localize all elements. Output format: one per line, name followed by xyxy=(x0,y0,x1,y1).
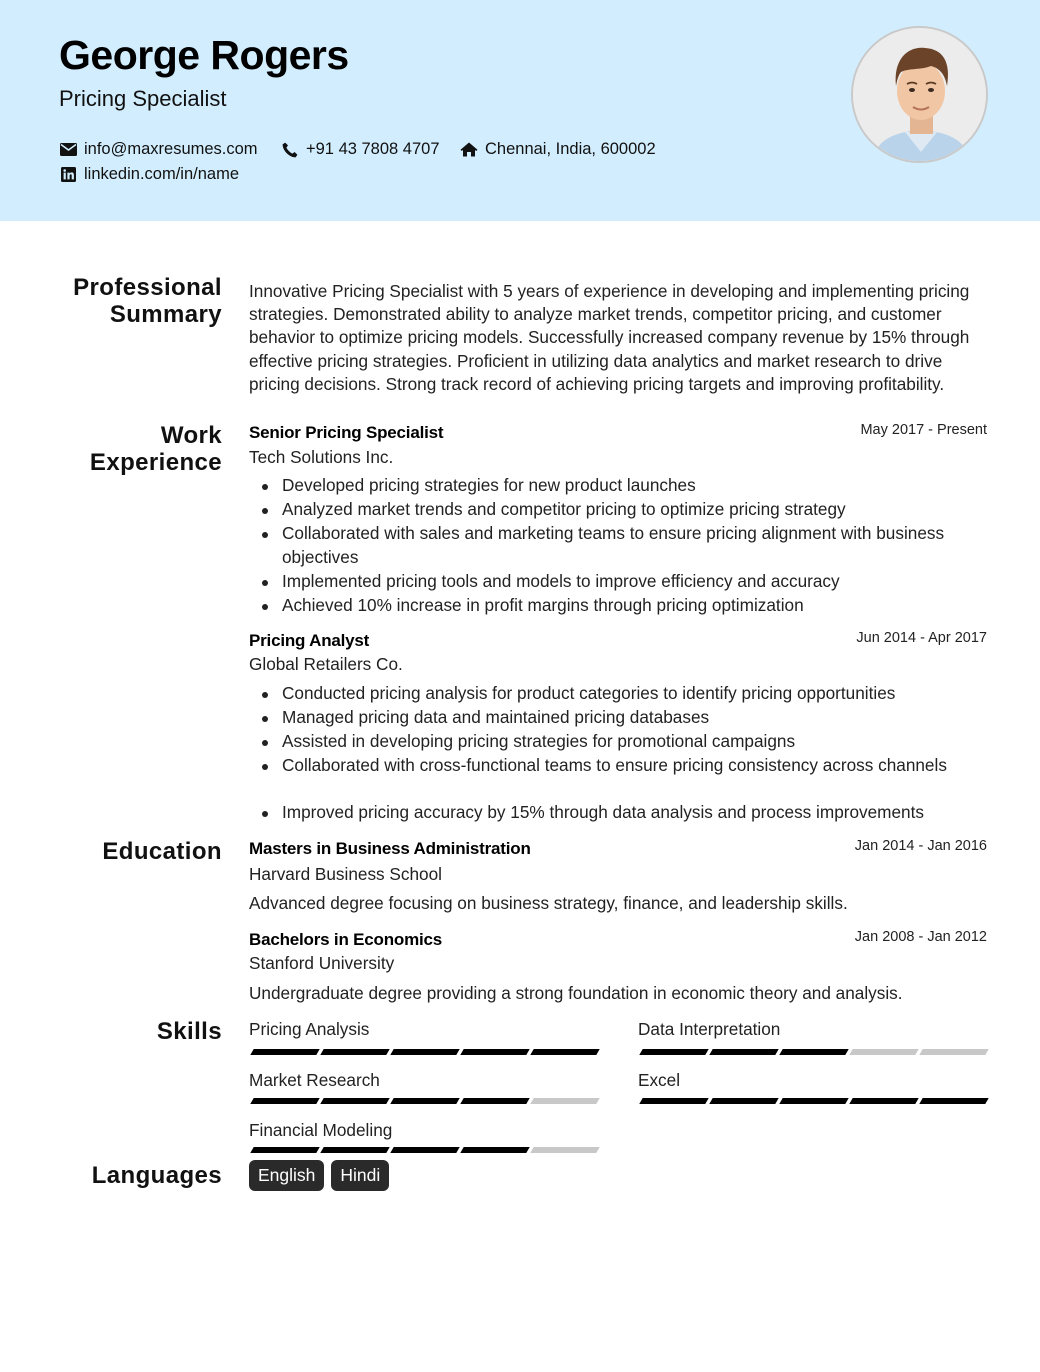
address-text: Chennai, India, 600002 xyxy=(485,140,656,158)
envelope-icon xyxy=(59,141,77,159)
education-description: Advanced degree focusing on business strategy, finance, and leadership skills. xyxy=(249,893,848,913)
skill-segment-filled xyxy=(320,1049,389,1055)
section-heading-work xyxy=(90,422,222,476)
skill-name: Pricing Analysis xyxy=(249,1019,370,1039)
skill-segment-empty xyxy=(919,1049,988,1055)
skill-level-bar xyxy=(252,1147,601,1153)
skill-segment-filled xyxy=(250,1098,319,1104)
job-title: Senior Pricing Specialist xyxy=(249,423,444,442)
section-heading-education: Education xyxy=(102,838,222,865)
skill-segment-filled xyxy=(460,1049,529,1055)
company-name: Tech Solutions Inc. xyxy=(249,447,394,467)
resume-header xyxy=(0,0,1040,221)
language-list xyxy=(249,1160,389,1191)
skill-segment-filled xyxy=(849,1098,918,1104)
skill-segment-filled xyxy=(779,1098,848,1104)
skill-segment-filled xyxy=(390,1147,459,1153)
language-pill: Hindi xyxy=(331,1160,389,1191)
skill-segment-filled xyxy=(250,1049,319,1055)
language-pill: English xyxy=(249,1160,324,1191)
job-bullets xyxy=(249,682,989,825)
contact-email[interactable] xyxy=(59,140,258,159)
contact-linkedin[interactable] xyxy=(59,165,239,184)
list-item: Analyzed market trends and competitor pricing to optimize pricing strategy xyxy=(249,498,989,522)
degree-title: Masters in Business Administration xyxy=(249,839,531,858)
profile-photo xyxy=(851,26,988,163)
skill-segment-filled xyxy=(390,1098,459,1104)
skill-segment-filled xyxy=(639,1098,708,1104)
heading-line: Professional xyxy=(73,274,222,301)
skill-level-bar xyxy=(252,1049,601,1055)
skill-segment-filled xyxy=(709,1049,778,1055)
skill-name: Financial Modeling xyxy=(249,1120,393,1140)
skill-level-bar xyxy=(641,1098,990,1104)
skill-segment-filled xyxy=(709,1098,778,1104)
list-item: Conducted pricing analysis for product categories to identify pricing opportunities xyxy=(249,682,989,706)
skill-segment-empty xyxy=(530,1098,599,1104)
education-dates: Jan 2014 - Jan 2016 xyxy=(854,838,987,854)
skill-segment-filled xyxy=(639,1049,708,1055)
list-item: Implemented pricing tools and models to improve efficiency and accuracy xyxy=(249,570,989,594)
list-item: Collaborated with cross-functional teams to ensure pricing consistency across channels xyxy=(249,754,989,778)
list-item: Developed pricing strategies for new product launches xyxy=(249,474,989,498)
section-heading-summary xyxy=(73,274,222,328)
list-item: Achieved 10% increase in profit margins through pricing optimization xyxy=(249,594,989,618)
section-heading-skills: Skills xyxy=(156,1018,222,1045)
candidate-name: George Rogers xyxy=(59,32,349,78)
list-item: Assisted in developing pricing strategies for promotional campaigns xyxy=(249,730,989,754)
list-item: Improved pricing accuracy by 15% through data analysis and process improvements xyxy=(249,801,989,825)
skill-segment-empty xyxy=(530,1147,599,1153)
summary-text: Innovative Pricing Specialist with 5 years of experience in developing and implementing pricing strategies. Demonstrated ability to analyze market trends, competitor pricing, and customer behavior to optimize pricing models. Successfully increased company revenue by 15% through effective pricing strategies. Proficient in utilizing data analytics and market research to drive pricing decisions. Strong track record of achieving pricing targets and improving profitability. xyxy=(249,281,970,394)
list-item: Managed pricing data and maintained pricing databases xyxy=(249,706,989,730)
skill-level-bar xyxy=(641,1049,990,1055)
job-dates: Jun 2014 - Apr 2017 xyxy=(856,630,987,646)
school-name: Stanford University xyxy=(249,953,395,973)
degree-title: Bachelors in Economics xyxy=(249,930,443,949)
skill-segment-filled xyxy=(390,1049,459,1055)
phone-icon xyxy=(281,141,299,159)
skill-segment-filled xyxy=(530,1049,599,1055)
skill-name: Data Interpretation xyxy=(638,1019,781,1039)
heading-line: Experience xyxy=(89,449,222,476)
company-name: Global Retailers Co. xyxy=(249,654,403,674)
skill-segment-filled xyxy=(320,1147,389,1153)
skill-level-bar xyxy=(252,1098,601,1104)
list-item: Collaborated with sales and marketing teams to ensure pricing alignment with business objectives xyxy=(249,522,989,570)
skill-segment-empty xyxy=(849,1049,918,1055)
job-dates: May 2017 - Present xyxy=(860,422,987,438)
school-name: Harvard Business School xyxy=(249,864,442,884)
phone-text: +91 43 7808 4707 xyxy=(306,140,440,158)
contact-address xyxy=(460,140,656,159)
linkedin-text: linkedin.com/in/name xyxy=(84,165,239,183)
contact-phone[interactable] xyxy=(281,140,440,159)
candidate-title: Pricing Specialist xyxy=(59,86,227,111)
job-title: Pricing Analyst xyxy=(249,631,370,650)
heading-line: Work xyxy=(160,422,222,449)
education-dates: Jan 2008 - Jan 2012 xyxy=(854,929,987,945)
linkedin-icon xyxy=(59,166,77,184)
home-icon xyxy=(460,141,478,159)
email-text: info@maxresumes.com xyxy=(84,140,258,158)
education-description: Undergraduate degree providing a strong foundation in economic theory and analysis. xyxy=(249,983,903,1003)
skill-segment-filled xyxy=(919,1098,988,1104)
skill-name: Excel xyxy=(638,1070,681,1090)
skill-segment-filled xyxy=(779,1049,848,1055)
skill-segment-filled xyxy=(460,1147,529,1153)
skill-segment-filled xyxy=(460,1098,529,1104)
section-heading-languages: Languages xyxy=(91,1162,222,1189)
heading-line: Summary xyxy=(109,301,222,328)
skill-name: Market Research xyxy=(249,1070,380,1090)
skill-segment-filled xyxy=(250,1147,319,1153)
job-bullets xyxy=(249,474,989,617)
skill-segment-filled xyxy=(320,1098,389,1104)
